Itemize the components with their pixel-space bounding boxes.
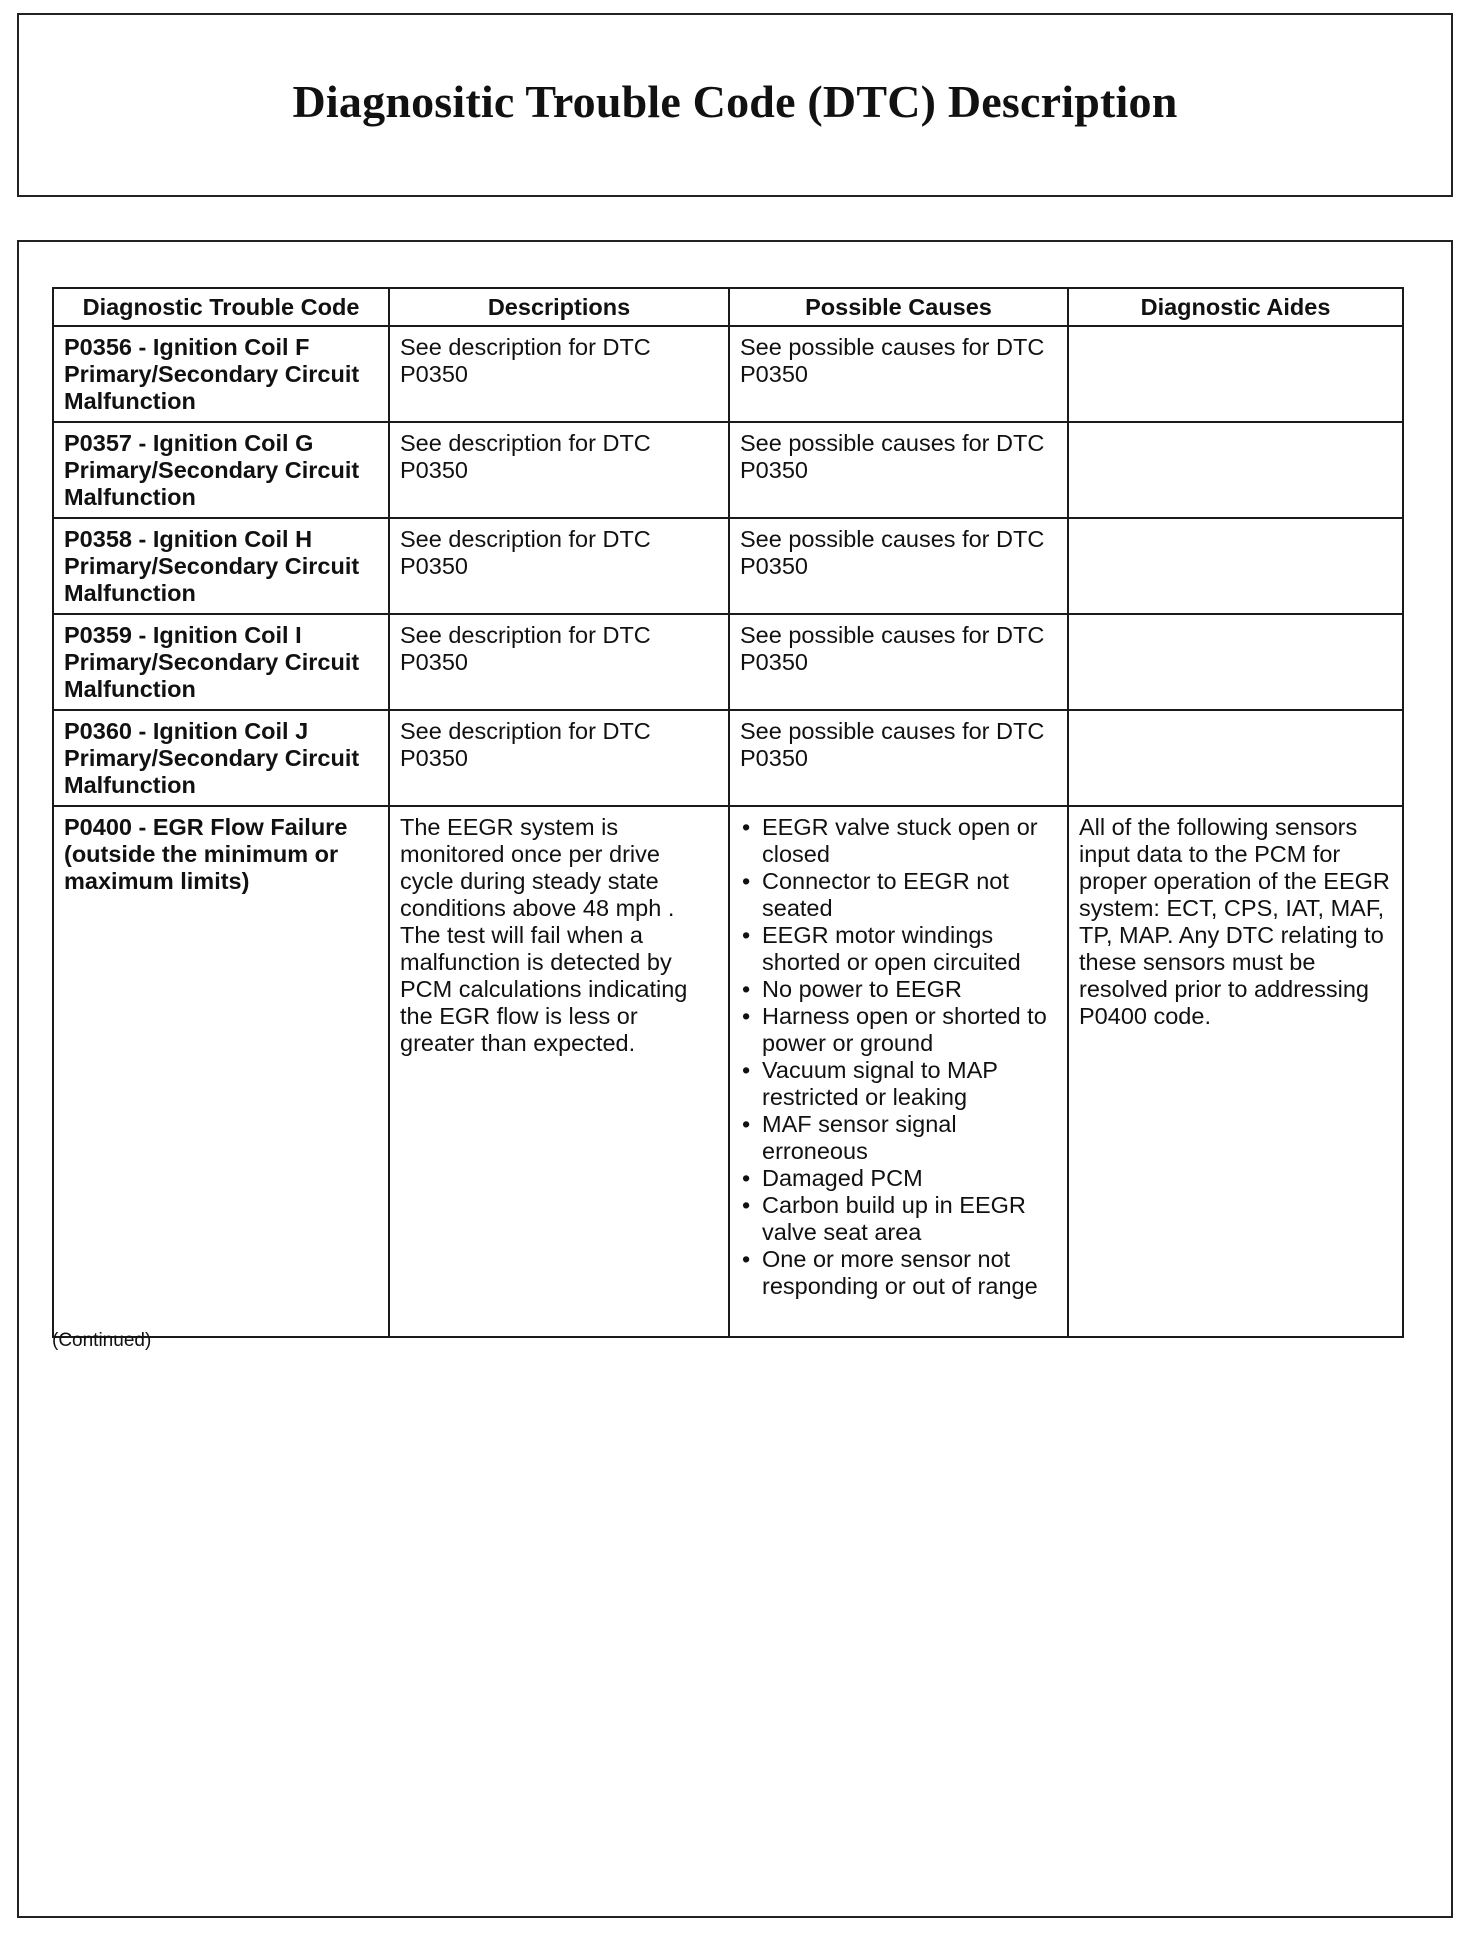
dtc-code-cell: P0400 - EGR Flow Failure (outside the minimum or maximum limits)	[53, 806, 389, 1337]
cause-item: • Connector to EEGR not seated	[740, 868, 1057, 922]
description-cell: See description for DTC P0350	[389, 518, 729, 614]
cause-item: • EEGR valve stuck open or closed	[740, 814, 1057, 868]
table-header-row	[53, 288, 1403, 326]
possible-causes-cell: See possible causes for DTC P0350	[729, 422, 1068, 518]
description-cell: The EEGR system is monitored once per drive cycle during steady state conditions above 48 mph . The test will fail when a malfunction is detected by PCM calculations indicating the EGR flow is less or greater than expected.	[389, 806, 729, 1337]
diagnostic-aides-cell: All of the following sensors input data to the PCM for proper operation of the EEGR system: ECT, CPS, IAT, MAF, TP, MAP. Any DTC relating to these sensors must be resolved prior to addressing P0400 code.	[1068, 806, 1403, 1337]
cause-item: • No power to EEGR	[740, 976, 1057, 1003]
description-cell: See description for DTC P0350	[389, 710, 729, 806]
table-row	[53, 614, 1403, 710]
cause-item: • EEGR motor windings shorted or open circuited	[740, 922, 1057, 976]
table-row	[53, 806, 1403, 1337]
description-cell: See description for DTC P0350	[389, 614, 729, 710]
cause-item: • Vacuum signal to MAP restricted or leaking	[740, 1057, 1057, 1111]
cause-item: • One or more sensor not responding or out of range	[740, 1246, 1057, 1300]
description-cell: See description for DTC P0350	[389, 326, 729, 422]
content-box	[17, 240, 1453, 1918]
table-row	[53, 422, 1403, 518]
diagnostic-aides-cell	[1068, 422, 1403, 518]
possible-causes-cell: See possible causes for DTC P0350	[729, 518, 1068, 614]
table-row	[53, 326, 1403, 422]
possible-causes-cell	[729, 806, 1068, 1337]
header-possible-causes: Possible Causes	[729, 288, 1068, 326]
header-code: Diagnostic Trouble Code	[53, 288, 389, 326]
dtc-table	[52, 287, 1404, 1338]
dtc-code-cell: P0360 - Ignition Coil J Primary/Secondary Circuit Malfunction	[53, 710, 389, 806]
table-row	[53, 710, 1403, 806]
dtc-code-cell: P0359 - Ignition Coil I Primary/Secondary Circuit Malfunction	[53, 614, 389, 710]
cause-item: • MAF sensor signal erroneous	[740, 1111, 1057, 1165]
page-title: Diagnositic Trouble Code (DTC) Description	[292, 75, 1178, 127]
header-descriptions: Descriptions	[389, 288, 729, 326]
cause-item: • Harness open or shorted to power or ground	[740, 1003, 1057, 1057]
causes-list	[740, 814, 1057, 1300]
description-cell: See description for DTC P0350	[389, 422, 729, 518]
diagnostic-aides-cell	[1068, 710, 1403, 806]
possible-causes-cell: See possible causes for DTC P0350	[729, 710, 1068, 806]
cause-item: • Carbon build up in EEGR valve seat area	[740, 1192, 1057, 1246]
dtc-code-cell: P0358 - Ignition Coil H Primary/Secondary Circuit Malfunction	[53, 518, 389, 614]
header-diagnostic-aides: Diagnostic Aides	[1068, 288, 1403, 326]
cause-item: • Damaged PCM	[740, 1165, 1057, 1192]
continued-note: (Continued)	[52, 1330, 152, 1351]
diagnostic-aides-cell	[1068, 518, 1403, 614]
table-row	[53, 518, 1403, 614]
possible-causes-cell: See possible causes for DTC P0350	[729, 614, 1068, 710]
title-box	[17, 13, 1453, 197]
diagnostic-aides-cell	[1068, 326, 1403, 422]
possible-causes-cell: See possible causes for DTC P0350	[729, 326, 1068, 422]
diagnostic-aides-cell	[1068, 614, 1403, 710]
dtc-code-cell: P0357 - Ignition Coil G Primary/Secondary Circuit Malfunction	[53, 422, 389, 518]
dtc-code-cell: P0356 - Ignition Coil F Primary/Secondary Circuit Malfunction	[53, 326, 389, 422]
